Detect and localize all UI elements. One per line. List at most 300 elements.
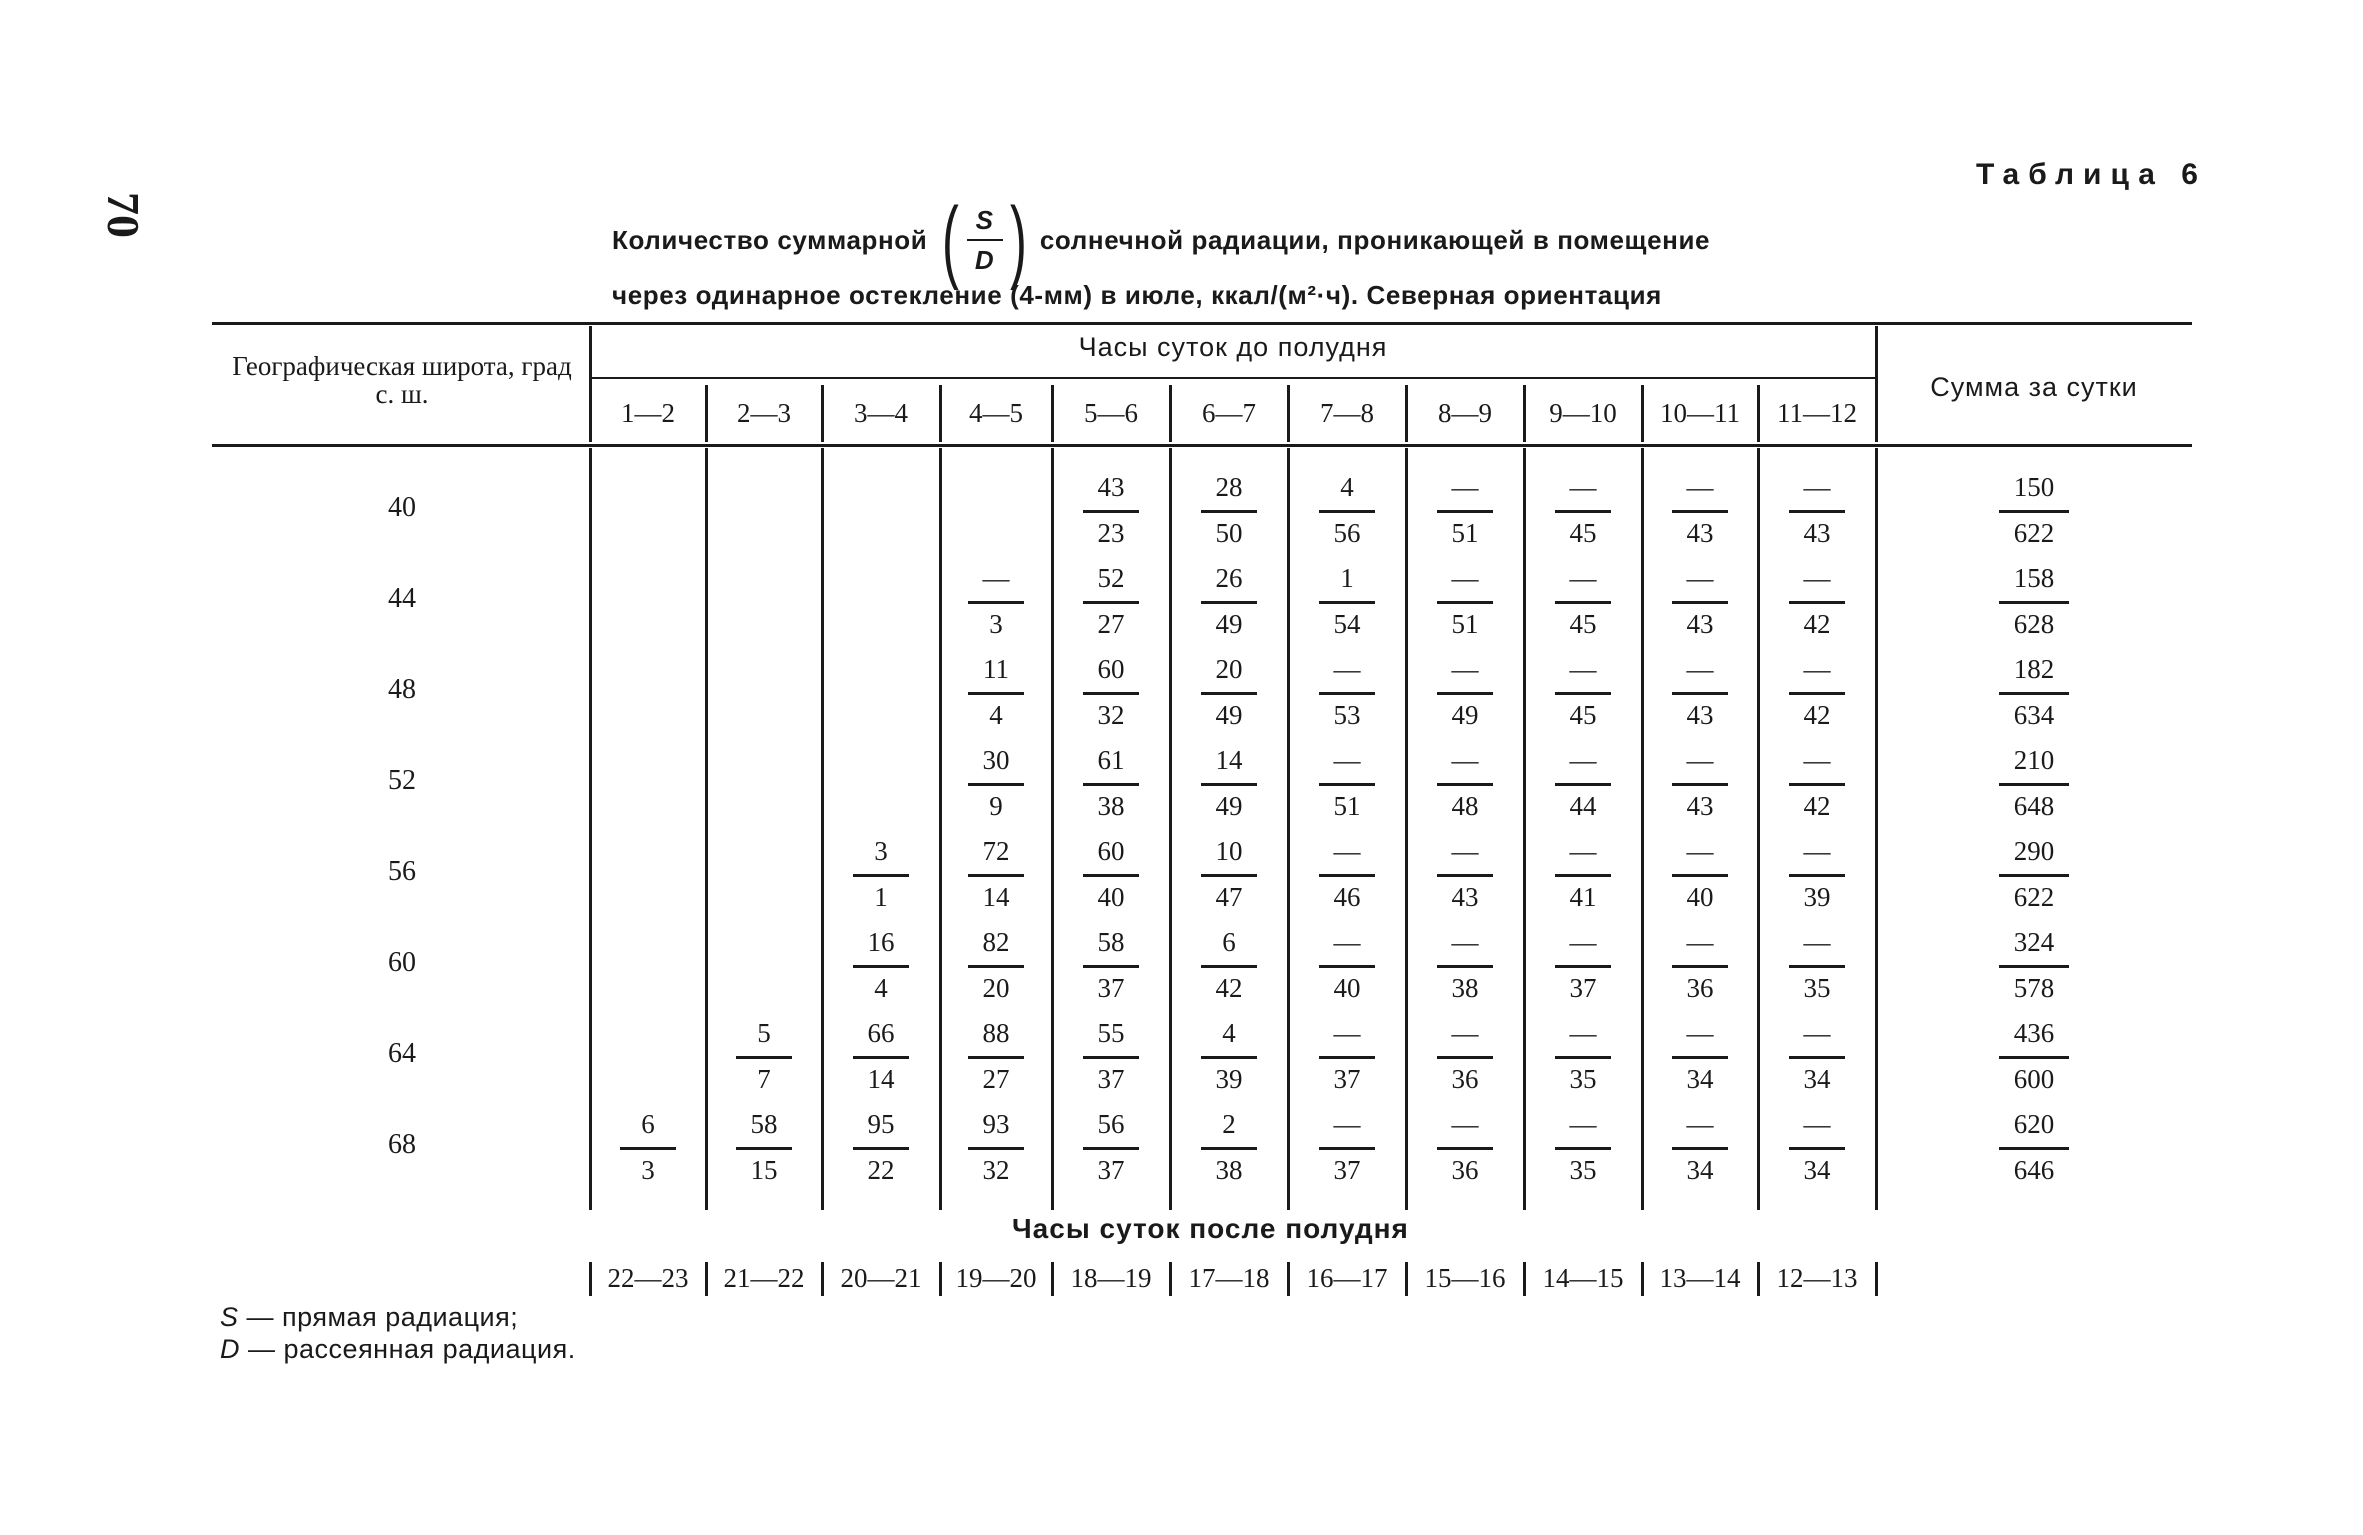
fraction-bottom: D xyxy=(974,245,995,275)
diffuse-radiation-value: 39 xyxy=(1215,1064,1243,1094)
table-cell xyxy=(1406,1109,1524,1200)
fraction-line xyxy=(1672,1147,1728,1150)
diffuse-radiation-value: 7 xyxy=(757,1064,771,1094)
latitude-header: Географическая широта, град с. ш. xyxy=(232,351,572,410)
table-cell xyxy=(1758,927,1876,1018)
after-noon-hour-11: 12—13 xyxy=(1776,1263,1858,1293)
diffuse-radiation-value: 45 xyxy=(1569,609,1597,639)
daily-sum-diffuse: 578 xyxy=(2013,973,2055,1003)
hour-header-4: 4—5 xyxy=(969,398,1023,428)
diffuse-radiation-value: 27 xyxy=(1097,609,1125,639)
after-noon-hour-1: 22—23 xyxy=(607,1263,689,1293)
table-cell xyxy=(1170,745,1288,836)
table-cell xyxy=(706,1018,822,1109)
direct-radiation-value: — xyxy=(1803,472,1831,502)
daily-sum-direct: 210 xyxy=(2013,745,2055,775)
table-cell xyxy=(1052,927,1170,1018)
table-cell xyxy=(1288,927,1406,1018)
hour-header-11: 11—12 xyxy=(1777,398,1857,428)
table-cell xyxy=(1642,1109,1758,1200)
fraction-line xyxy=(1083,965,1139,968)
fraction-line xyxy=(1437,965,1493,968)
direct-radiation-value: — xyxy=(1333,745,1361,775)
fraction-line xyxy=(1319,1147,1375,1150)
table-cell xyxy=(1406,563,1524,654)
fraction-line xyxy=(1083,1056,1139,1059)
diffuse-radiation-value: 46 xyxy=(1333,882,1361,912)
table-cell xyxy=(1052,745,1170,836)
daily-sum-cell xyxy=(1876,836,2192,927)
legend-s-text: — прямая радиация; xyxy=(246,1302,519,1332)
table-cell xyxy=(822,927,940,1018)
direct-radiation-value: — xyxy=(1451,745,1479,775)
table-cell xyxy=(1524,927,1642,1018)
hour-header-1: 1—2 xyxy=(621,398,675,428)
table-cell xyxy=(1524,472,1642,563)
fraction-line xyxy=(968,783,1024,786)
hour-header-5: 5—6 xyxy=(1084,398,1138,428)
table-cell xyxy=(1052,472,1170,563)
daily-sum-diffuse: 628 xyxy=(2013,609,2055,639)
direct-radiation-value: 72 xyxy=(982,836,1010,866)
fraction-line xyxy=(1672,874,1728,877)
fraction-line xyxy=(1672,510,1728,513)
hour-header-9: 9—10 xyxy=(1549,398,1617,428)
fraction-line xyxy=(620,1147,676,1150)
fraction-line xyxy=(1201,692,1257,695)
fraction-line xyxy=(1555,510,1611,513)
fraction-line xyxy=(1555,1056,1611,1059)
diffuse-radiation-value: 1 xyxy=(874,882,888,912)
after-noon-hour-4: 19—20 xyxy=(955,1263,1037,1293)
fraction-line xyxy=(1672,783,1728,786)
daily-sum-cell xyxy=(1876,927,2192,1018)
direct-radiation-value: — xyxy=(1803,836,1831,866)
direct-radiation-value: — xyxy=(1451,836,1479,866)
fraction-line xyxy=(1083,692,1139,695)
direct-radiation-value: 26 xyxy=(1215,563,1243,593)
fraction-line xyxy=(1319,601,1375,604)
diffuse-radiation-value: 35 xyxy=(1803,973,1831,1003)
fraction-line xyxy=(1083,874,1139,877)
direct-radiation-value: — xyxy=(1333,927,1361,957)
table-cell xyxy=(1288,1109,1406,1200)
page-number: 70 xyxy=(98,192,149,238)
daily-sum-diffuse: 648 xyxy=(2013,791,2055,821)
fraction-line xyxy=(1319,510,1375,513)
fraction-line xyxy=(1789,510,1845,513)
fraction-line xyxy=(1555,783,1611,786)
table-cell xyxy=(706,1109,822,1200)
fraction-line xyxy=(1201,874,1257,877)
diffuse-radiation-value: 38 xyxy=(1215,1155,1243,1185)
direct-radiation-value: 88 xyxy=(982,1018,1010,1048)
diffuse-radiation-value: 14 xyxy=(867,1064,895,1094)
daily-sum-direct: 324 xyxy=(2013,927,2055,957)
legend-s xyxy=(220,1302,518,1333)
table-cell xyxy=(1758,472,1876,563)
diffuse-radiation-value: 49 xyxy=(1451,700,1479,730)
fraction-line xyxy=(968,1056,1024,1059)
diffuse-radiation-value: 42 xyxy=(1803,700,1831,730)
fraction-line xyxy=(968,965,1024,968)
table-cell xyxy=(940,654,1052,745)
table-cell xyxy=(1524,563,1642,654)
direct-radiation-value: — xyxy=(1803,1109,1831,1139)
direct-radiation-value: 6 xyxy=(1222,927,1236,957)
diffuse-radiation-value: 32 xyxy=(982,1155,1010,1185)
diffuse-radiation-value: 49 xyxy=(1215,609,1243,639)
table-cell xyxy=(1642,563,1758,654)
diffuse-radiation-value: 15 xyxy=(750,1155,778,1185)
after-noon-label: Часы суток после полудня xyxy=(1012,1213,1409,1244)
direct-radiation-value: 4 xyxy=(1222,1018,1236,1048)
fraction-line xyxy=(736,1056,792,1059)
body-column-rule xyxy=(589,448,592,1210)
latitude-value: 56 xyxy=(388,856,416,887)
latitude-value: 68 xyxy=(388,1129,416,1160)
table-cell xyxy=(1170,927,1288,1018)
fraction-line xyxy=(1789,1147,1845,1150)
direct-radiation-value: — xyxy=(1451,1018,1479,1048)
table-cell xyxy=(1406,745,1524,836)
direct-radiation-value: — xyxy=(1333,1109,1361,1139)
diffuse-radiation-value: 37 xyxy=(1097,973,1125,1003)
fraction-line xyxy=(1999,692,2069,695)
diffuse-radiation-value: 32 xyxy=(1097,700,1125,730)
table-cell xyxy=(1052,563,1170,654)
fraction-line xyxy=(1672,965,1728,968)
table-cell xyxy=(940,836,1052,927)
direct-radiation-value: — xyxy=(1686,1109,1714,1139)
latitude-value: 60 xyxy=(388,947,416,978)
direct-radiation-value: — xyxy=(1569,1109,1597,1139)
direct-radiation-value: — xyxy=(1803,654,1831,684)
table-cell xyxy=(1524,745,1642,836)
hour-header-10: 10—11 xyxy=(1660,398,1740,428)
fraction-line xyxy=(1672,692,1728,695)
table-cell xyxy=(1170,654,1288,745)
daily-sum-direct: 158 xyxy=(2013,563,2055,593)
hour-header-3: 3—4 xyxy=(854,398,908,428)
diffuse-radiation-value: 34 xyxy=(1803,1064,1831,1094)
direct-radiation-value: — xyxy=(1569,563,1597,593)
diffuse-radiation-value: 9 xyxy=(989,791,1003,821)
direct-radiation-value: — xyxy=(1686,472,1714,502)
daily-sum-diffuse: 622 xyxy=(2013,518,2055,548)
table-cell xyxy=(1524,654,1642,745)
direct-radiation-value: — xyxy=(1803,1018,1831,1048)
direct-radiation-value: 4 xyxy=(1340,472,1354,502)
fraction-line xyxy=(1789,783,1845,786)
after-noon-hour-7: 16—17 xyxy=(1306,1263,1388,1293)
diffuse-radiation-value: 54 xyxy=(1333,609,1361,639)
table-cell xyxy=(940,927,1052,1018)
table-cell xyxy=(1758,745,1876,836)
table-cell xyxy=(1642,1018,1758,1109)
table-cell xyxy=(1642,745,1758,836)
fraction-line xyxy=(1083,1147,1139,1150)
diffuse-radiation-value: 49 xyxy=(1215,791,1243,821)
before-noon-header: Часы суток до полудня xyxy=(1078,332,1388,362)
table-cell xyxy=(590,1109,706,1200)
table-cell xyxy=(1170,1109,1288,1200)
fraction-line xyxy=(1789,1056,1845,1059)
diffuse-radiation-value: 27 xyxy=(982,1064,1010,1094)
diffuse-radiation-value: 40 xyxy=(1333,973,1361,1003)
fraction-line xyxy=(1789,601,1845,604)
table-cell xyxy=(1288,1018,1406,1109)
fraction-line xyxy=(1083,510,1139,513)
diffuse-radiation-value: 48 xyxy=(1451,791,1479,821)
diffuse-radiation-value: 42 xyxy=(1803,791,1831,821)
direct-radiation-value: 2 xyxy=(1222,1109,1236,1139)
table-cell xyxy=(1642,836,1758,927)
table-cell xyxy=(1524,1109,1642,1200)
daily-sum-diffuse: 634 xyxy=(2013,700,2055,730)
direct-radiation-value: 30 xyxy=(982,745,1010,775)
fraction-line xyxy=(853,1147,909,1150)
fraction-line xyxy=(1201,1147,1257,1150)
table-cell xyxy=(1524,836,1642,927)
diffuse-radiation-value: 39 xyxy=(1803,882,1831,912)
direct-radiation-value: 5 xyxy=(757,1018,771,1048)
diffuse-radiation-value: 36 xyxy=(1451,1155,1479,1185)
direct-radiation-value: 93 xyxy=(982,1109,1010,1139)
daily-sum-direct: 290 xyxy=(2013,836,2055,866)
legend-s-symbol: S xyxy=(220,1302,239,1332)
direct-radiation-value: 95 xyxy=(867,1109,895,1139)
direct-radiation-value: 58 xyxy=(1097,927,1125,957)
fraction-line xyxy=(1083,601,1139,604)
legend-d xyxy=(220,1334,576,1365)
diffuse-radiation-value: 47 xyxy=(1215,882,1243,912)
direct-radiation-value: — xyxy=(1686,563,1714,593)
diffuse-radiation-value: 37 xyxy=(1333,1064,1361,1094)
hour-header-6: 6—7 xyxy=(1202,398,1256,428)
table-cell xyxy=(1524,1018,1642,1109)
direct-radiation-value: — xyxy=(1569,472,1597,502)
fraction-line xyxy=(1319,874,1375,877)
diffuse-radiation-value: 35 xyxy=(1569,1155,1597,1185)
table-cell xyxy=(940,1109,1052,1200)
fraction-line xyxy=(853,874,909,877)
diffuse-radiation-value: 34 xyxy=(1803,1155,1831,1185)
fraction-line xyxy=(1201,601,1257,604)
hour-header-7: 7—8 xyxy=(1320,398,1374,428)
fraction-line xyxy=(1319,965,1375,968)
fraction-line xyxy=(1999,601,2069,604)
diffuse-radiation-value: 38 xyxy=(1451,973,1479,1003)
direct-radiation-value: — xyxy=(1803,745,1831,775)
fraction-top: S xyxy=(975,205,994,235)
latitude-value: 48 xyxy=(388,674,416,705)
table-cell xyxy=(1288,654,1406,745)
fraction-line xyxy=(1555,692,1611,695)
daily-sum-header: Сумма за сутки xyxy=(1930,372,2138,402)
diffuse-radiation-value: 22 xyxy=(867,1155,895,1185)
table-cell xyxy=(822,836,940,927)
after-noon-hour-5: 18—19 xyxy=(1070,1263,1152,1293)
direct-radiation-value: 14 xyxy=(1215,745,1243,775)
fraction-line xyxy=(1999,1056,2069,1059)
after-noon-hour-6: 17—18 xyxy=(1188,1263,1270,1293)
fraction-line xyxy=(1999,874,2069,877)
daily-sum-direct: 436 xyxy=(2013,1018,2055,1048)
daily-sum-direct: 150 xyxy=(2013,472,2055,502)
daily-sum-cell xyxy=(1876,1018,2192,1109)
table-cell xyxy=(1052,1018,1170,1109)
diffuse-radiation-value: 37 xyxy=(1569,973,1597,1003)
diffuse-radiation-value: 37 xyxy=(1333,1155,1361,1185)
table-cell xyxy=(1052,1109,1170,1200)
fraction-line xyxy=(1319,1056,1375,1059)
caption-fraction xyxy=(967,207,1003,273)
daily-sum-diffuse: 646 xyxy=(2013,1155,2055,1185)
table-cell xyxy=(940,1018,1052,1109)
after-noon-hour-10: 13—14 xyxy=(1659,1263,1741,1293)
diffuse-radiation-value: 35 xyxy=(1569,1064,1597,1094)
fraction-line xyxy=(1437,601,1493,604)
diffuse-radiation-value: 53 xyxy=(1333,700,1361,730)
diffuse-radiation-value: 51 xyxy=(1451,518,1479,548)
fraction-line xyxy=(1201,1056,1257,1059)
direct-radiation-value: 16 xyxy=(867,927,895,957)
direct-radiation-value: 82 xyxy=(982,927,1010,957)
diffuse-radiation-value: 43 xyxy=(1686,609,1714,639)
direct-radiation-value: 60 xyxy=(1097,836,1125,866)
caption-suffix: солнечной радиации, проникающей в помещение xyxy=(1039,224,1711,255)
fraction-line xyxy=(1789,692,1845,695)
table-cell xyxy=(1406,654,1524,745)
latitude-value: 52 xyxy=(388,765,416,796)
daily-sum-direct: 620 xyxy=(2013,1109,2055,1139)
table-cell xyxy=(1642,472,1758,563)
direct-radiation-value: 28 xyxy=(1215,472,1243,502)
direct-radiation-value: — xyxy=(1686,1018,1714,1048)
direct-radiation-value: — xyxy=(1686,927,1714,957)
fraction-line xyxy=(1319,783,1375,786)
fraction-line xyxy=(1999,783,2069,786)
direct-radiation-value: 55 xyxy=(1097,1018,1125,1048)
direct-radiation-value: 3 xyxy=(874,836,888,866)
fraction-line xyxy=(1999,1147,2069,1150)
caption-prefix: Количество суммарной xyxy=(612,224,928,255)
fraction-line xyxy=(853,965,909,968)
direct-radiation-value: 6 xyxy=(641,1109,655,1139)
fraction-line xyxy=(1437,783,1493,786)
latitude-value: 64 xyxy=(388,1038,416,1069)
fraction-line xyxy=(1437,1147,1493,1150)
caption-line-2: через одинарное остекление (4-мм) в июле, ккал/(м²·ч). Северная ориентация xyxy=(612,280,1662,310)
diffuse-radiation-value: 36 xyxy=(1451,1064,1479,1094)
table-cell xyxy=(822,1109,940,1200)
hour-header-2: 2—3 xyxy=(737,398,791,428)
fraction-line xyxy=(1555,601,1611,604)
diffuse-radiation-value: 4 xyxy=(989,700,1003,730)
table-cell xyxy=(1170,472,1288,563)
diffuse-radiation-value: 38 xyxy=(1097,791,1125,821)
direct-radiation-value: — xyxy=(1451,654,1479,684)
direct-radiation-value: 58 xyxy=(750,1109,778,1139)
direct-radiation-value: — xyxy=(1803,927,1831,957)
fraction-line xyxy=(1083,783,1139,786)
table-cell xyxy=(1288,472,1406,563)
table-cell xyxy=(1170,1018,1288,1109)
diffuse-radiation-value: 42 xyxy=(1215,973,1243,1003)
table-cell xyxy=(1406,1018,1524,1109)
table-top-rule xyxy=(212,322,2192,325)
fraction-line xyxy=(1555,1147,1611,1150)
diffuse-radiation-value: 14 xyxy=(982,882,1010,912)
fraction-line xyxy=(1319,692,1375,695)
direct-radiation-value: 1 xyxy=(1340,563,1354,593)
table-cell xyxy=(1406,836,1524,927)
after-noon-hour-8: 15—16 xyxy=(1424,1263,1506,1293)
fraction-line xyxy=(1555,965,1611,968)
diffuse-radiation-value: 51 xyxy=(1451,609,1479,639)
direct-radiation-value: — xyxy=(1569,654,1597,684)
after-noon-hour-3: 20—21 xyxy=(840,1263,922,1293)
direct-radiation-value: — xyxy=(982,563,1010,593)
table-cell xyxy=(940,563,1052,654)
table-cell xyxy=(1288,563,1406,654)
direct-radiation-value: 66 xyxy=(867,1018,895,1048)
daily-sum-cell xyxy=(1876,1109,2192,1200)
table-cell xyxy=(822,1018,940,1109)
direct-radiation-value: — xyxy=(1803,563,1831,593)
diffuse-radiation-value: 40 xyxy=(1686,882,1714,912)
direct-radiation-value: — xyxy=(1569,927,1597,957)
header-bottom-rule xyxy=(212,444,2192,447)
fraction-line xyxy=(1201,965,1257,968)
daily-sum-diffuse: 600 xyxy=(2013,1064,2055,1094)
after-noon-hour-9: 14—15 xyxy=(1542,1263,1624,1293)
direct-radiation-value: — xyxy=(1451,927,1479,957)
diffuse-radiation-value: 45 xyxy=(1569,700,1597,730)
table-cell xyxy=(1170,836,1288,927)
diffuse-radiation-value: 43 xyxy=(1451,882,1479,912)
table-cell xyxy=(1052,654,1170,745)
fraction-line xyxy=(1437,510,1493,513)
table-cell xyxy=(1642,927,1758,1018)
diffuse-radiation-value: 50 xyxy=(1215,518,1243,548)
table-cell xyxy=(1758,654,1876,745)
direct-radiation-value: — xyxy=(1569,836,1597,866)
diffuse-radiation-value: 43 xyxy=(1686,518,1714,548)
fraction-line xyxy=(1672,601,1728,604)
caption-line-1: Количество суммарной ( $\frac{S}{D}$ ) солнечной радиации, проникающей в помещение xyxy=(612,189,1711,291)
direct-radiation-value: 43 xyxy=(1097,472,1125,502)
fraction-line xyxy=(853,1056,909,1059)
direct-radiation-value: — xyxy=(1333,1018,1361,1048)
table-cell xyxy=(1406,472,1524,563)
diffuse-radiation-value: 43 xyxy=(1686,791,1714,821)
direct-radiation-value: — xyxy=(1569,1018,1597,1048)
daily-sum-diffuse: 622 xyxy=(2013,882,2055,912)
direct-radiation-value: 61 xyxy=(1097,745,1125,775)
fraction-line xyxy=(1437,692,1493,695)
latitude-value: 44 xyxy=(388,583,416,614)
direct-radiation-value: 52 xyxy=(1097,563,1125,593)
fraction-line xyxy=(968,692,1024,695)
direct-radiation-value: — xyxy=(1333,836,1361,866)
diffuse-radiation-value: 37 xyxy=(1097,1064,1125,1094)
fraction-line xyxy=(1437,1056,1493,1059)
fraction-line xyxy=(1789,965,1845,968)
diffuse-radiation-value: 36 xyxy=(1686,973,1714,1003)
fraction-line xyxy=(1789,874,1845,877)
